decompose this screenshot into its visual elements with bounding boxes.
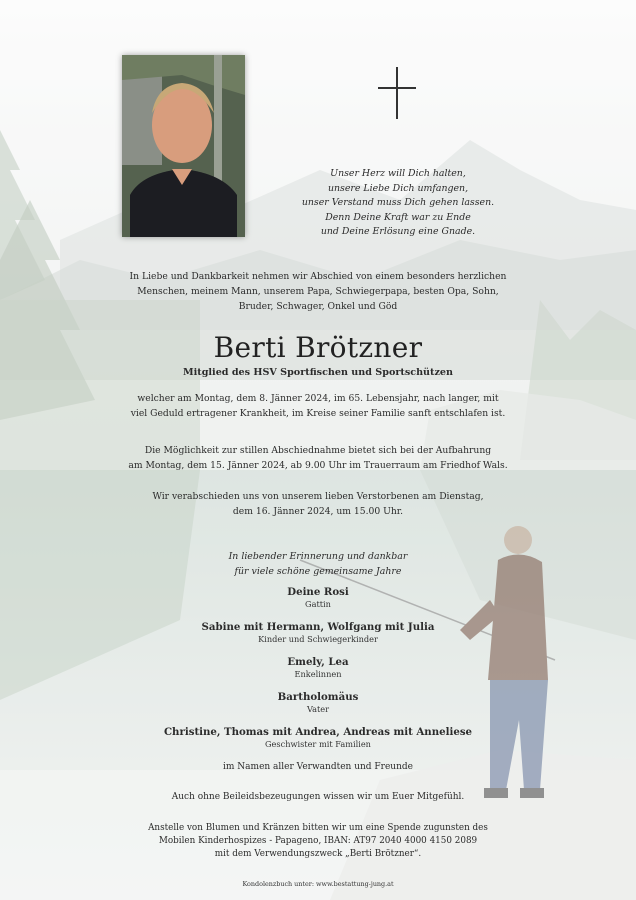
farewell-info xyxy=(70,489,566,519)
death-notice xyxy=(70,391,566,421)
intro-line: Menschen, meinem Mann, unserem Papa, Schwiegerpapa, besten Opa, Sohn, xyxy=(137,286,499,297)
memory-text xyxy=(0,549,636,579)
mourner-role: Kinder und Schwiegerkinder xyxy=(258,634,378,644)
farewell-line: dem 16. Jänner 2024, um 15.00 Uhr. xyxy=(232,506,404,517)
condolence-note: Auch ohne Beileidsbezeugungen wissen wir um Euer Mitgefühl. xyxy=(171,792,465,802)
intro-text xyxy=(90,269,546,314)
donation-line: Anstelle von Blumen und Kränzen bitten wir um eine Spende zugunsten des xyxy=(148,823,488,833)
mourner xyxy=(0,690,636,715)
mourner-name: Sabine mit Hermann, Wolfgang mit Julia xyxy=(201,621,435,633)
mourner-role: Geschwister mit Familien xyxy=(265,739,371,749)
mourner-name: Bartholomäus xyxy=(277,691,359,703)
farewell-line: Wir verabschieden uns von unserem lieben Verstorbenen am Dienstag, xyxy=(152,491,484,502)
donation-line: Mobilen Kinderhospizes - Papageno, IBAN: AT97 2040 4000 4150 2089 xyxy=(158,836,478,846)
death-notice-line: welcher am Montag, dem 8. Jänner 2024, im 65. Lebensjahr, nach langer, mit xyxy=(137,393,499,404)
mourner-role: Enkelinnen xyxy=(294,669,342,679)
death-notice-line: viel Geduld ertragener Krankheit, im Kreise seiner Familie sanft entschlafen ist. xyxy=(130,408,506,419)
poem-line: unsere Liebe Dich umfangen, xyxy=(327,182,469,194)
mourner-name: Emely, Lea xyxy=(287,656,349,668)
mourner xyxy=(0,655,636,680)
viewing-line: am Montag, dem 15. Jänner 2024, ab 9.00 Uhr im Trauerraum am Friedhof Wals. xyxy=(128,460,508,471)
poem-line: Denn Deine Kraft war zu Ende xyxy=(325,211,471,223)
viewing-info xyxy=(70,443,566,473)
poem-line: Unser Herz will Dich halten, xyxy=(330,168,466,179)
portrait-photo xyxy=(122,55,245,237)
memory-line: für viele schöne gemeinsame Jahre xyxy=(234,566,402,577)
poem-line: und Deine Erlösung eine Gnade. xyxy=(320,226,476,238)
mourner xyxy=(0,585,636,610)
memory-line: In liebender Erinnerung und dankbar xyxy=(228,551,408,562)
deceased-name: Berti Brötzner xyxy=(213,331,423,364)
mourner-role: Gattin xyxy=(305,599,331,609)
poem xyxy=(270,167,526,240)
condolence-book-link[interactable]: Kondolenzbuch unter: www.bestattung-jung.at xyxy=(242,880,394,888)
poem-line: unser Verstand muss Dich gehen lassen. xyxy=(301,197,495,209)
intro-line: In Liebe und Dankbarkeit nehmen wir Abschied von einem besonders herzlichen xyxy=(129,271,507,282)
membership: Mitglied des HSV Sportfischen und Sportschützen xyxy=(183,367,453,378)
relatives-line: im Namen aller Verwandten und Freunde xyxy=(223,762,413,772)
donation-line: mit dem Verwendungszweck „Berti Brötzner“. xyxy=(214,849,422,859)
mourner-name: Deine Rosi xyxy=(287,586,349,598)
donation-request xyxy=(120,822,516,861)
mourner-role: Vater xyxy=(306,704,330,714)
intro-line: Bruder, Schwager, Onkel und Göd xyxy=(238,301,398,312)
viewing-line: Die Möglichkeit zur stillen Abschiednahme bietet sich bei der Aufbahrung xyxy=(144,445,492,456)
cross-icon xyxy=(378,67,416,119)
mourner xyxy=(0,725,636,750)
mourner xyxy=(0,620,636,645)
mourner-name: Christine, Thomas mit Andrea, Andreas mit Anneliese xyxy=(163,726,473,738)
